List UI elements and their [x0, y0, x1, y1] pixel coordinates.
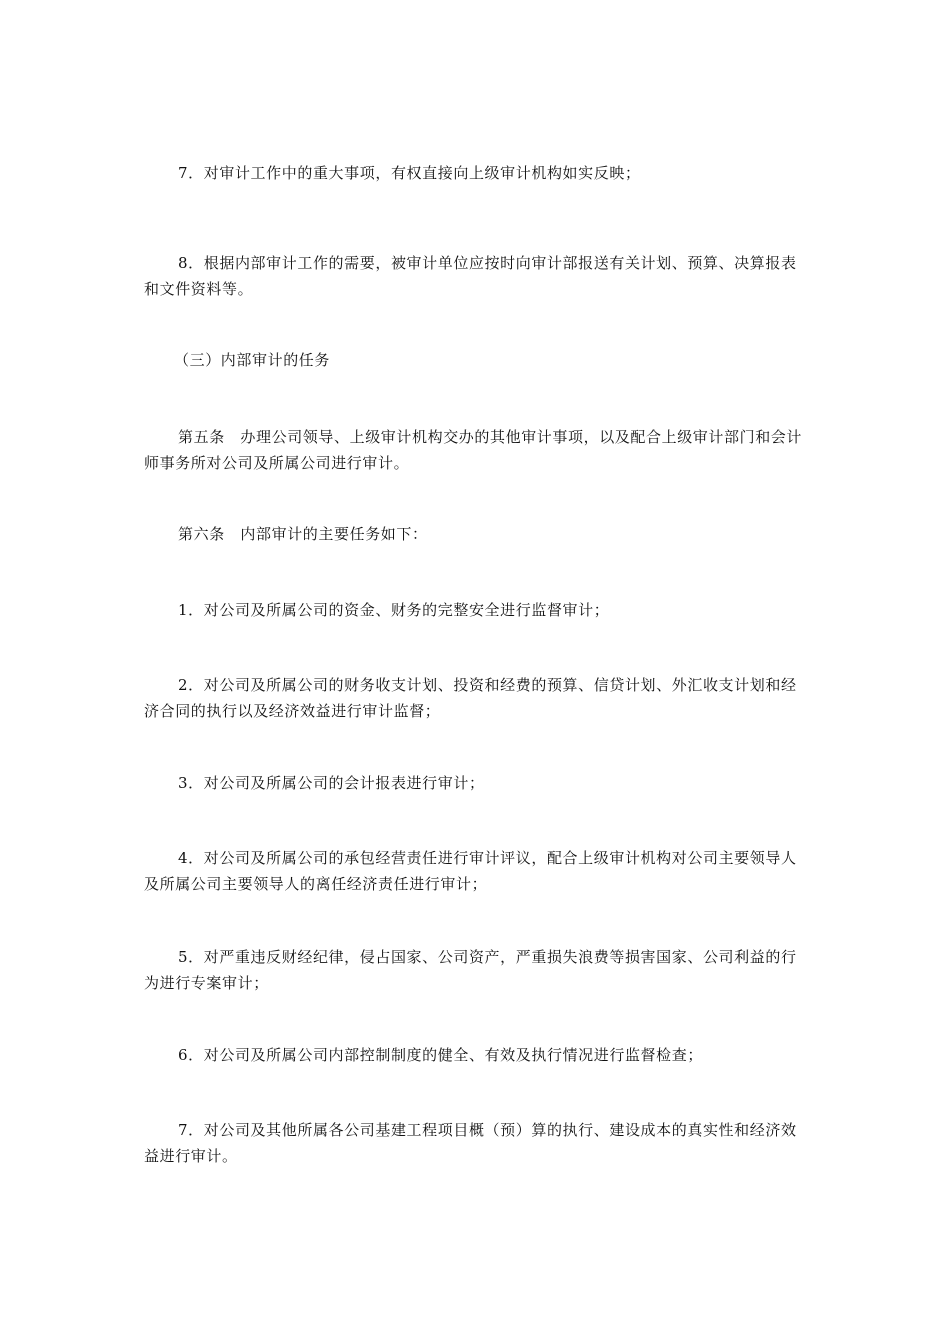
article-5: 第五条 办理公司领导、上级审计机构交办的其他审计事项，以及配合上级审计部门和会计师事务所对公司及所属公司进行审计。	[144, 428, 803, 472]
task-item-2: 2．对公司及所属公司的财务收支计划、投资和经费的预算、信贷计划、外汇收支计划和经济合同的执行以及经济效益进行审计监督；	[144, 676, 797, 720]
task-item-1: 1．对公司及所属公司的资金、财务的完整安全进行监督审计；	[178, 601, 610, 619]
task-item-6: 6．对公司及所属公司内部控制制度的健全、有效及执行情况进行监督检查；	[178, 1046, 703, 1064]
paragraph-rights-8: 8．根据内部审计工作的需要，被审计单位应按时向审计部报送有关计划、预算、决算报表和文件资料等。	[144, 254, 797, 298]
paragraph-rights-7: 7．对审计工作中的重大事项，有权直接向上级审计机构如实反映；	[178, 164, 641, 182]
task-item-3: 3．对公司及所属公司的会计报表进行审计；	[178, 774, 485, 792]
section-heading-tasks: （三）内部审计的任务	[174, 351, 331, 369]
task-item-7: 7．对公司及其他所属各公司基建工程项目概（预）算的执行、建设成本的真实性和经济效益进行审计。	[144, 1121, 797, 1165]
article-6: 第六条 内部审计的主要任务如下：	[178, 525, 428, 543]
task-item-4: 4．对公司及所属公司的承包经营责任进行审计评议，配合上级审计机构对公司主要领导人及所属公司主要领导人的离任经济责任进行审计；	[144, 849, 797, 893]
task-item-5: 5．对严重违反财经纪律，侵占国家、公司资产，严重损失浪费等损害国家、公司利益的行为进行专案审计；	[144, 948, 797, 992]
